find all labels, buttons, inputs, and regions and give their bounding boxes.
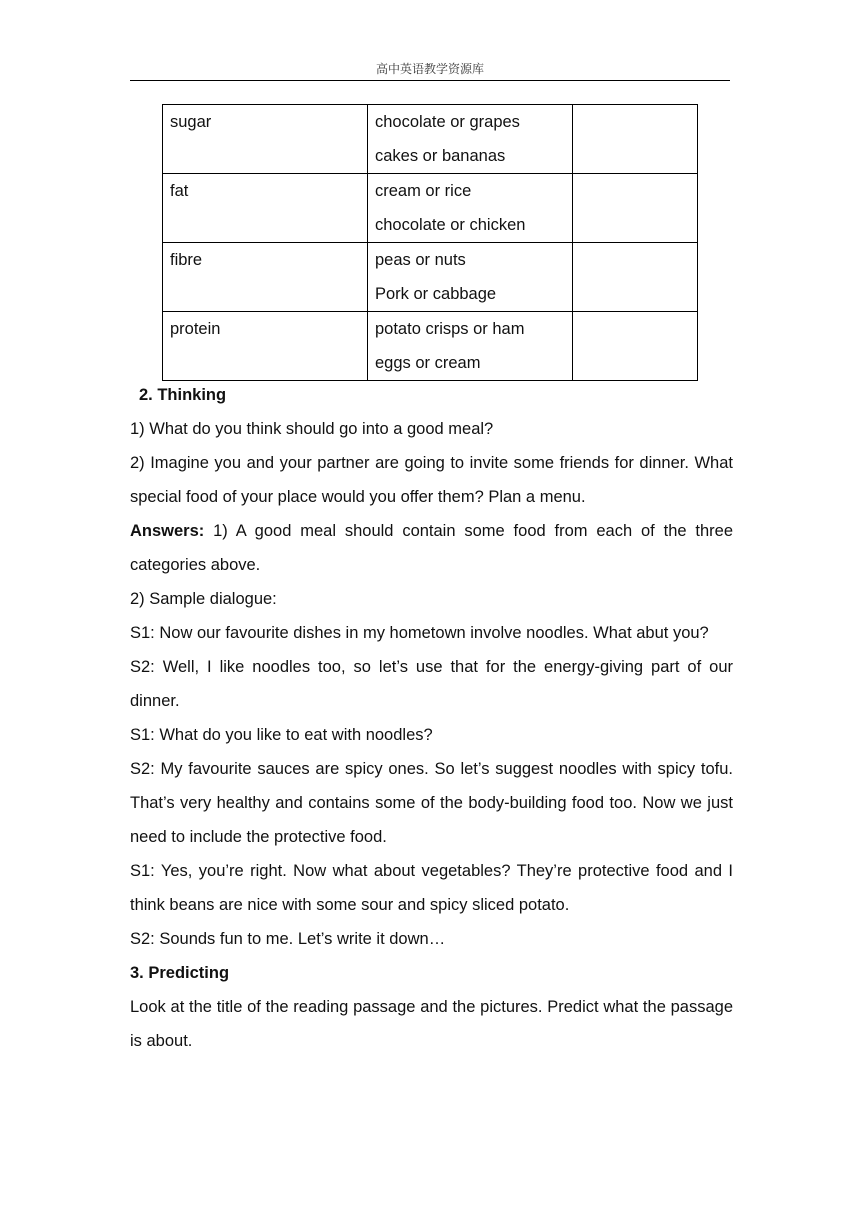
dialogue-line: S2: Well, I like noodles too, so let’s use that for the energy-giving part of our dinner. bbox=[130, 658, 733, 710]
options-cell bbox=[368, 312, 573, 381]
answer-2-intro: 2) Sample dialogue: bbox=[130, 590, 277, 608]
answers-label: Answers: bbox=[130, 522, 205, 540]
table-row bbox=[163, 243, 698, 312]
question-1: 1) What do you think should go into a good meal? bbox=[130, 420, 494, 438]
document-body bbox=[130, 378, 733, 1058]
options-cell bbox=[368, 174, 573, 243]
option-text: chocolate or chicken bbox=[375, 216, 526, 234]
food-table bbox=[162, 104, 698, 381]
section-heading-predicting: 3. Predicting bbox=[130, 964, 230, 982]
option-text: eggs or cream bbox=[375, 354, 481, 372]
page-header: 高中英语教学资源库 bbox=[375, 62, 484, 76]
answer-cell bbox=[573, 243, 698, 312]
options-cell bbox=[368, 243, 573, 312]
section-heading-thinking: 2. Thinking bbox=[139, 386, 227, 404]
header-rule bbox=[130, 80, 730, 81]
answer-1-text: 1) A good meal should contain some food from each of the three categories above. bbox=[130, 522, 733, 574]
option-text: peas or nuts bbox=[375, 251, 466, 269]
dialogue-line: S2: Sounds fun to me. Let’s write it down… bbox=[130, 930, 446, 948]
dialogue-line: S2: My favourite sauces are spicy ones. So let’s suggest noodles with spicy tofu. That’s very healthy and contains some of the body-building food too. Now we just need to include the protective food. bbox=[130, 760, 733, 846]
table-row bbox=[163, 174, 698, 243]
table-row bbox=[163, 312, 698, 381]
dialogue-line: S1: Now our favourite dishes in my hometown involve noodles. What abut you? bbox=[130, 624, 709, 642]
answer-cell bbox=[573, 105, 698, 174]
nutrient-cell: protein bbox=[163, 312, 368, 381]
dialogue-line: S1: Yes, you’re right. Now what about vegetables? They’re protective food and I think beans are nice with some sour and spicy sliced potato. bbox=[130, 862, 733, 914]
option-text: cream or rice bbox=[375, 182, 472, 200]
answer-cell bbox=[573, 312, 698, 381]
dialogue-line: S1: What do you like to eat with noodles? bbox=[130, 726, 433, 744]
options-cell bbox=[368, 105, 573, 174]
question-2: 2) Imagine you and your partner are going to invite some friends for dinner. What special food of your place would you offer them? Plan a menu. bbox=[130, 454, 733, 506]
predicting-text: Look at the title of the reading passage and the pictures. Predict what the passage is about. bbox=[130, 998, 733, 1050]
option-text: cakes or bananas bbox=[375, 147, 506, 165]
answer-1 bbox=[130, 514, 733, 582]
nutrient-cell: fat bbox=[163, 174, 368, 243]
option-text: chocolate or grapes bbox=[375, 113, 520, 131]
nutrient-cell: fibre bbox=[163, 243, 368, 312]
table-row bbox=[163, 105, 698, 174]
option-text: potato crisps or ham bbox=[375, 320, 525, 338]
answer-cell bbox=[573, 174, 698, 243]
option-text: Pork or cabbage bbox=[375, 285, 497, 303]
nutrient-cell: sugar bbox=[163, 105, 368, 174]
